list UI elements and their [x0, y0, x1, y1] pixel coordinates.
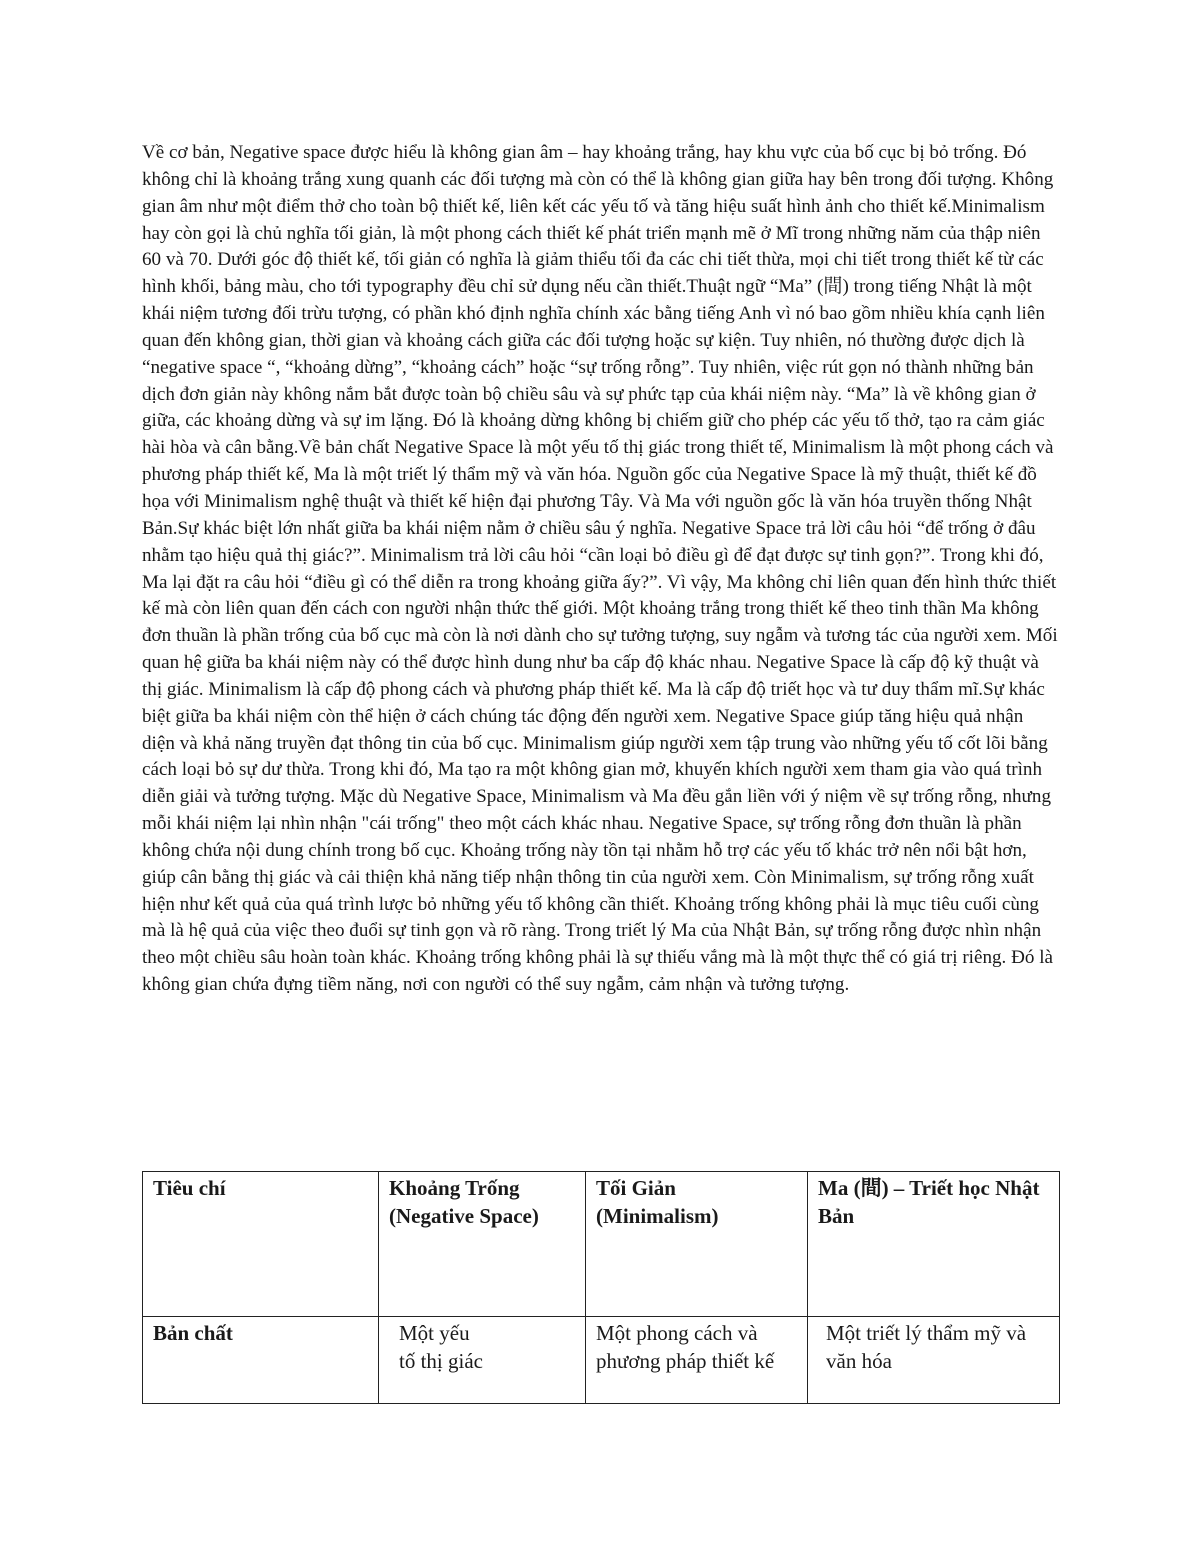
- header-cell-negative-space: Khoảng Trống (Negative Space): [379, 1172, 586, 1317]
- header-cell-criteria: Tiêu chí: [143, 1172, 379, 1317]
- cell-minimalism: Một phong cách và phương pháp thiết kế: [586, 1317, 808, 1404]
- cell-negative-space-text: Một yếu tố thị giác: [399, 1321, 483, 1373]
- table-header-row: [143, 1172, 1060, 1317]
- header-cell-minimalism: Tối Giản (Minimalism): [586, 1172, 808, 1317]
- header-cell-ma: Ma (間) – Triết học Nhật Bản: [808, 1172, 1060, 1317]
- comparison-table: [142, 1171, 1060, 1404]
- cell-negative-space: [379, 1317, 586, 1404]
- table-row: [143, 1317, 1060, 1404]
- row-label-cell: Bản chất: [143, 1317, 379, 1404]
- body-paragraph: Về cơ bản, Negative space được hiểu là không gian âm – hay khoảng trắng, hay khu vực của bố cục bị bỏ trống. Đó không chỉ là khoảng trắng xung quanh các đối tượng mà còn có thể là không gian giữa hay bên trong đối tượng. Không gian âm như một điểm thở cho toàn bộ thiết kế, liên kết các yếu tố và tăng hiệu suất hình ảnh cho thiết kế.Minimalism hay còn gọi là chủ nghĩa tối giản, là một phong cách thiết kế phát triển mạnh mẽ ở Mĩ trong những năm của thập niên 60 và 70. Dưới góc độ thiết kế, tối giản có nghĩa là giảm thiểu tối đa các chi tiết thừa, mọi chi tiết trong thiết kế từ các hình khối, bảng màu, cho tới typography đều chỉ sử dụng nếu cần thiết.Thuật ngữ “Ma” (間) trong tiếng Nhật là một khái niệm tương đối trừu tượng, có phần khó định nghĩa chính xác bằng tiếng Anh vì nó bao gồm nhiều khía cạnh liên quan đến không gian, thời gian và khoảng cách giữa các đối tượng hoặc sự kiện. Tuy nhiên, nó thường được dịch là “negative space “, “khoảng dừng”, “khoảng cách” hoặc “sự trống rỗng”. Tuy nhiên, việc rút gọn nó thành những bản dịch đơn giản này không nắm bắt được toàn bộ chiều sâu và sự phức tạp của khái niệm này. “Ma” là về không gian ở giữa, các khoảng dừng và sự im lặng. Đó là khoảng dừng không bị chiếm giữ cho phép các yếu tố thở, tạo ra cảm giác hài hòa và cân bằng.Về bản chất Negative Space là một yếu tố thị giác trong thiết tế, Minimalism là một phong cách và phương pháp thiết kế, Ma là một triết lý thẩm mỹ và văn hóa. Nguồn gốc của Negative Space là mỹ thuật, thiết kế đồ họa với Minimalism nghệ thuật và thiết kế hiện đại phương Tây. Và Ma với nguồn gốc là văn hóa truyền thống Nhật Bản.Sự khác biệt lớn nhất giữa ba khái niệm nằm ở chiều sâu ý nghĩa. Negative Space trả lời câu hỏi “để trống ở đâu nhằm tạo hiệu quả thị giác?”. Minimalism trả lời câu hỏi “cần loại bỏ điều gì để đạt được sự tinh gọn?”. Trong khi đó, Ma lại đặt ra câu hỏi “điều gì có thể diễn ra trong khoảng giữa ấy?”. Vì vậy, Ma không chỉ liên quan đến hình thức thiết kế mà còn liên quan đến cách con người nhận thức thế giới. Một khoảng trắng trong thiết kế theo tinh thần Ma không đơn thuần là phần trống của bố cục mà còn là nơi dành cho sự tưởng tượng, suy ngẫm và tương tác của người xem. Mối quan hệ giữa ba khái niệm này có thể được hình dung như ba cấp độ khác nhau. Negative Space là cấp độ kỹ thuật và thị giác. Minimalism là cấp độ phong cách và phương pháp thiết kế. Ma là cấp độ triết học và tư duy thẩm mĩ.Sự khác biệt giữa ba khái niệm còn thể hiện ở cách chúng tác động đến người xem. Negative Space giúp tăng hiệu quả nhận diện và khả năng truyền đạt thông tin của bố cục. Minimalism giúp người xem tập trung vào những yếu tố cốt lõi bằng cách loại bỏ sự dư thừa. Trong khi đó, Ma tạo ra một không gian mở, khuyến khích người xem tham gia vào quá trình diễn giải và tưởng tượng. Mặc dù Negative Space, Minimalism và Ma đều gắn liền với ý niệm về sự trống rỗng, nhưng mỗi khái niệm lại nhìn nhận "cái trống" theo một cách khác nhau. Negative Space, sự trống rỗng đơn thuần là phần không chứa nội dung chính trong bố cục. Khoảng trống này tồn tại nhằm hỗ trợ các yếu tố khác trở nên nổi bật hơn, giúp cân bằng thị giác và cải thiện khả năng tiếp nhận thông tin của người xem. Còn Minimalism, sự trống rỗng xuất hiện như kết quả của quá trình lược bỏ những yếu tố không cần thiết. Khoảng trống không phải là mục tiêu cuối cùng mà là hệ quả của việc theo đuổi sự tinh gọn và rõ ràng. Trong triết lý Ma của Nhật Bản, sự trống rỗng được nhìn nhận theo một chiều sâu hoàn toàn khác. Khoảng trống không phải là sự thiếu vắng mà là một thực thể có giá trị riêng. Đó là không gian chứa đựng tiềm năng, nơi con người có thể suy ngẫm, cảm nhận và tưởng tượng.: [142, 142, 1058, 996]
- cell-ma: Một triết lý thẩm mỹ và văn hóa: [808, 1317, 1060, 1404]
